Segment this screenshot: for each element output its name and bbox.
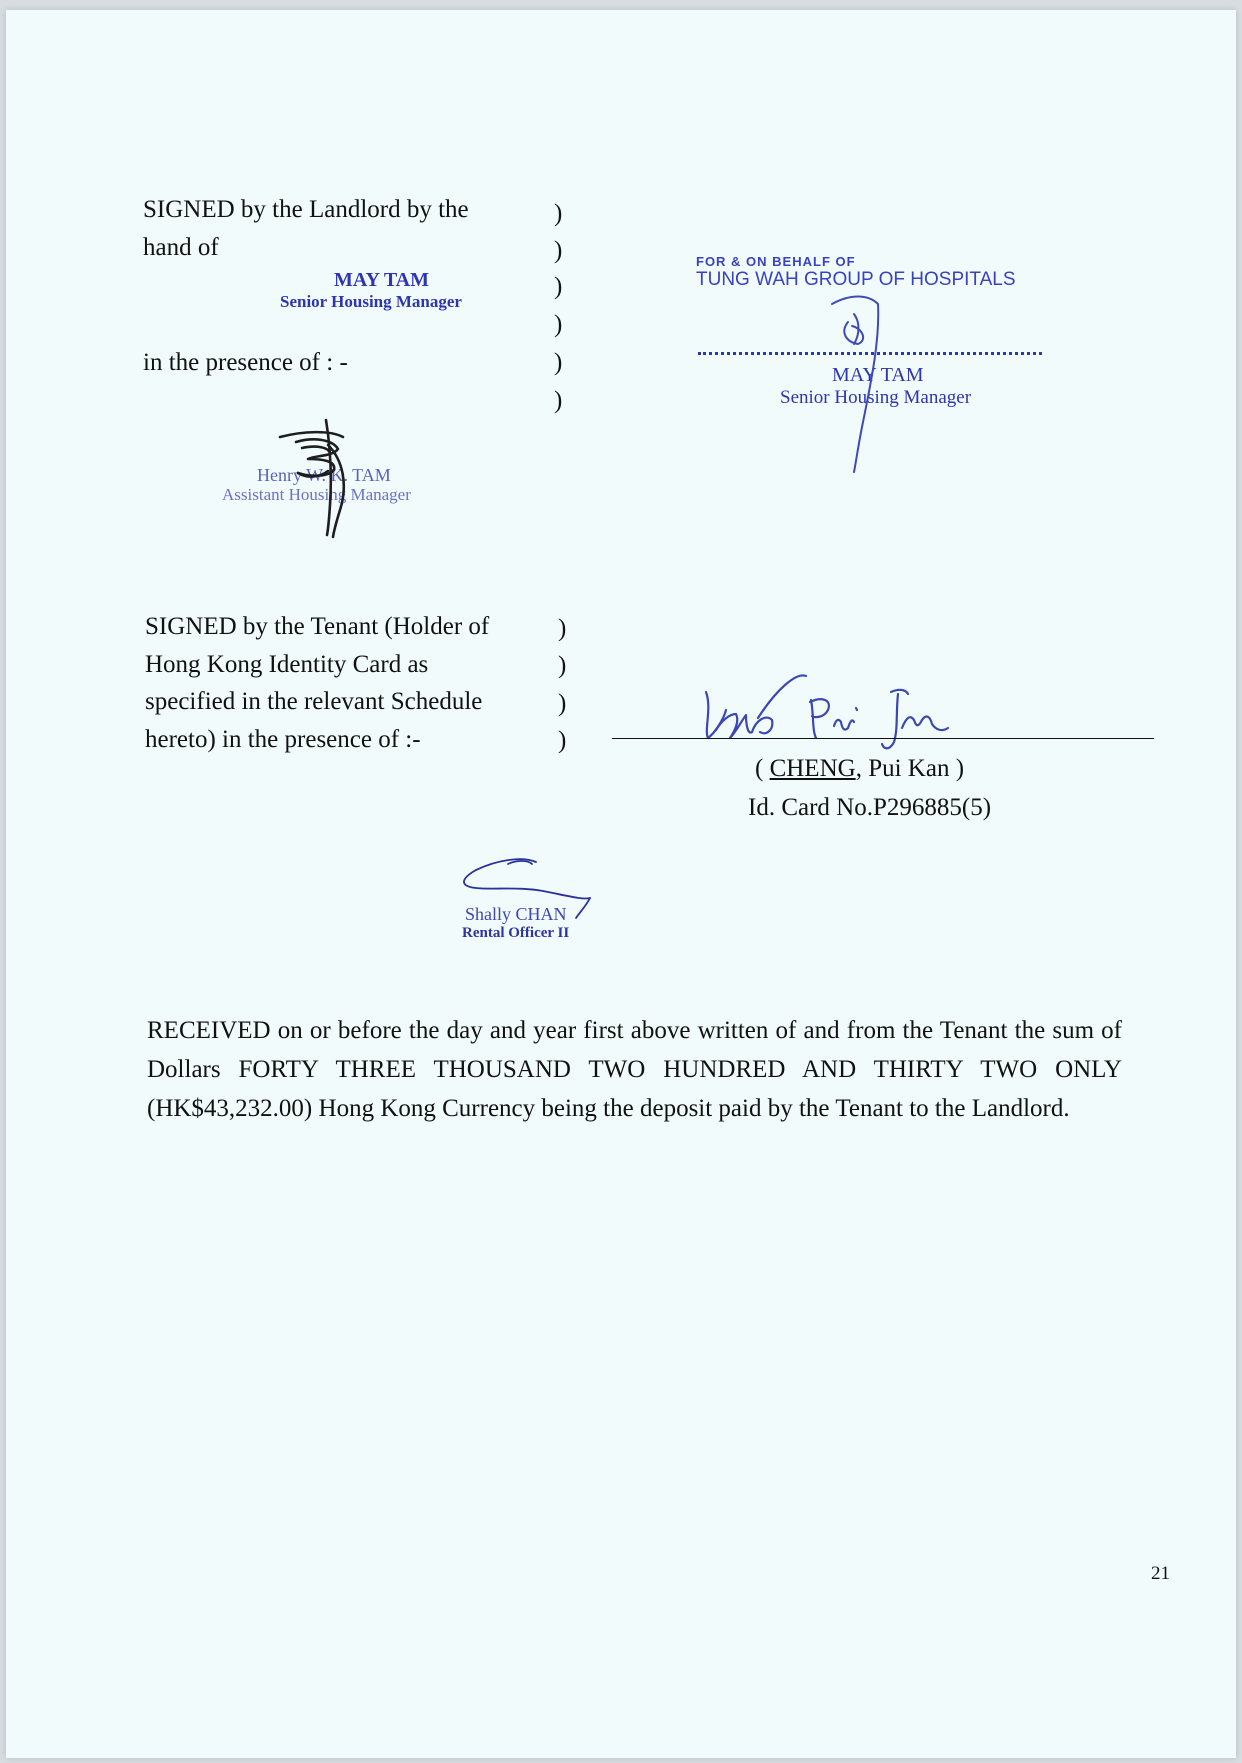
bracket-paren: ) xyxy=(558,652,567,679)
corporate-stamp-line-2: TUNG WAH GROUP OF HOSPITALS xyxy=(696,269,1016,290)
tenant-id-card: Id. Card No.P296885(5) xyxy=(748,794,992,821)
landlord-clause-line-2: hand of xyxy=(143,234,219,261)
bracket-paren: ) xyxy=(558,727,567,754)
tenant-signature xyxy=(696,670,976,760)
landlord-signatory-name-stamp: MAY TAM xyxy=(334,269,429,291)
tenant-witness-name-stamp: Shally CHAN xyxy=(465,904,567,924)
bracket-paren: ) xyxy=(558,615,567,642)
tenant-name: ( CHENG, Pui Kan ) xyxy=(755,755,965,782)
landlord-witness-role-stamp: Assistant Housing Manager xyxy=(222,485,411,504)
tenant-surname: CHENG xyxy=(769,755,856,782)
landlord-clause-line-1: SIGNED by the Landlord by the xyxy=(143,196,469,223)
tenant-clause-line-2: Hong Kong Identity Card as xyxy=(145,651,429,678)
bracket-paren: ) xyxy=(558,690,567,717)
bracket-paren: ) xyxy=(554,311,563,338)
deposit-receipt-paragraph: RECEIVED on or before the day and year first above written of and from the Tenant the sum of Dollars FORTY THREE THOUSAND TWO HUNDRED AND THIRTY TWO ONLY (HK$43,232.00) Hong Kong Currency being the deposit paid by the Tenant to the Landlord. xyxy=(147,1017,1122,1122)
landlord-witness-signature xyxy=(268,415,378,540)
bracket-paren: ) xyxy=(554,387,563,414)
corporate-signatory-name: MAY TAM xyxy=(832,364,924,386)
corporate-signatory-role: Senior Housing Manager xyxy=(780,387,972,408)
corporate-stamp-line-1: FOR & ON BEHALF OF xyxy=(696,254,856,269)
document-page xyxy=(6,10,1236,1758)
bracket-paren: ) xyxy=(554,273,563,300)
bracket-paren: ) xyxy=(554,200,563,227)
landlord-witness-name-stamp: Henry W. K. TAM xyxy=(257,465,391,485)
landlord-signatory-role-stamp: Senior Housing Manager xyxy=(280,292,462,311)
tenant-clause-line-1: SIGNED by the Tenant (Holder of xyxy=(145,613,490,640)
tenant-witness-role-stamp: Rental Officer II xyxy=(462,925,570,941)
page-number: 21 xyxy=(1151,1563,1170,1584)
tenant-clause-line-3: specified in the relevant Schedule xyxy=(145,688,483,715)
bracket-paren: ) xyxy=(554,237,563,264)
corporate-signature xyxy=(818,292,898,477)
tenant-signature-line xyxy=(612,738,1154,739)
bracket-paren: ) xyxy=(554,349,563,376)
tenant-witness-signature xyxy=(452,850,602,910)
tenant-clause-line-4: hereto) in the presence of :- xyxy=(145,726,421,753)
landlord-presence-line: in the presence of : - xyxy=(143,349,348,376)
